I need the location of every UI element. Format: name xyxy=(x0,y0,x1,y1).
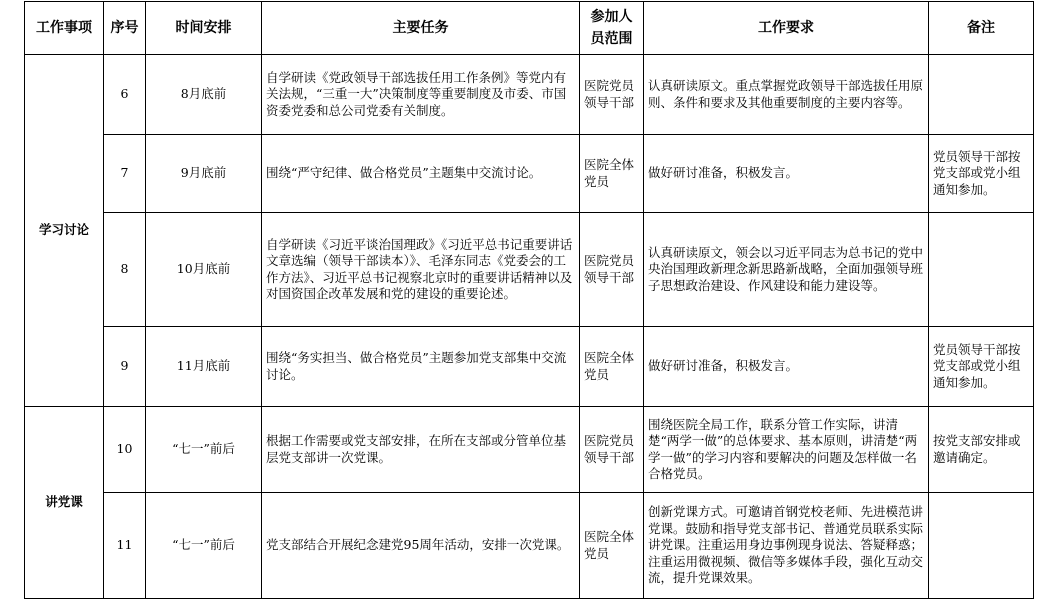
requirement-cell: 认真研读原文，领会以习近平同志为总书记的党中央治国理政新理念新思路新战略，全面加强领导班子思想政治建设、作风建设和能力建设等。 xyxy=(644,213,929,327)
header-seq: 序号 xyxy=(104,2,146,55)
note-cell: 党员领导干部按党支部或党小组通知参加。 xyxy=(929,327,1034,407)
table-row xyxy=(25,135,1034,213)
participants-cell: 医院党员领导干部 xyxy=(580,55,644,135)
header-requirements: 工作要求 xyxy=(644,2,929,55)
header-row xyxy=(25,2,1034,55)
requirement-cell: 围绕医院全局工作，联系分管工作实际，讲清楚“两学一做”的总体要求、基本原则，讲清楚“两学一做”的学习内容和要解决的问题及怎样做一名合格党员。 xyxy=(644,407,929,493)
note-cell xyxy=(929,55,1034,135)
participants-cell: 医院党员领导干部 xyxy=(580,407,644,493)
table-row xyxy=(25,493,1034,599)
header-category: 工作事项 xyxy=(25,2,104,55)
seq-cell: 8 xyxy=(104,213,146,327)
participants-cell: 医院全体党员 xyxy=(580,327,644,407)
table-row xyxy=(25,213,1034,327)
seq-cell: 7 xyxy=(104,135,146,213)
category-cell: 学习讨论 xyxy=(25,55,104,407)
schedule-cell: “七一”前后 xyxy=(146,493,262,599)
task-cell: 自学研读《党政领导干部选拔任用工作条例》等党内有关法规，“三重一大”决策制度等重要制度及市委、市国资委党委和总公司党委有关制度。 xyxy=(262,55,580,135)
note-cell: 党员领导干部按党支部或党小组通知参加。 xyxy=(929,135,1034,213)
participants-cell: 医院全体党员 xyxy=(580,493,644,599)
table-row xyxy=(25,407,1034,493)
task-cell: 党支部结合开展纪念建党95周年活动，安排一次党课。 xyxy=(262,493,580,599)
table-row xyxy=(25,327,1034,407)
header-tasks: 主要任务 xyxy=(262,2,580,55)
schedule-cell: 10月底前 xyxy=(146,213,262,327)
participants-cell: 医院全体党员 xyxy=(580,135,644,213)
note-cell xyxy=(929,493,1034,599)
task-cell: 根据工作需要或党支部安排，在所在支部或分管单位基层党支部讲一次党课。 xyxy=(262,407,580,493)
schedule-cell: 8月底前 xyxy=(146,55,262,135)
category-cell: 讲党课 xyxy=(25,407,104,599)
task-cell: 围绕“严守纪律、做合格党员”主题集中交流讨论。 xyxy=(262,135,580,213)
work-plan-table xyxy=(24,1,1034,599)
seq-cell: 9 xyxy=(104,327,146,407)
table-row xyxy=(25,55,1034,135)
task-cell: 围绕“务实担当、做合格党员”主题参加党支部集中交流讨论。 xyxy=(262,327,580,407)
schedule-cell: “七一”前后 xyxy=(146,407,262,493)
header-participants: 参加人员范围 xyxy=(580,2,644,55)
header-notes: 备注 xyxy=(929,2,1034,55)
note-cell xyxy=(929,213,1034,327)
requirement-cell: 做好研讨准备，积极发言。 xyxy=(644,327,929,407)
requirement-cell: 做好研讨准备，积极发言。 xyxy=(644,135,929,213)
requirement-cell: 创新党课方式。可邀请首钢党校老师、先进模范讲党课。鼓励和指导党支部书记、普通党员联系实际讲党课。注重运用身边事例现身说法、答疑释惑；注重运用微视频、微信等多媒体手段，强化互动交流，提升党课效果。 xyxy=(644,493,929,599)
note-cell: 按党支部安排或邀请确定。 xyxy=(929,407,1034,493)
requirement-cell: 认真研读原文。重点掌握党政领导干部选拔任用原则、条件和要求及其他重要制度的主要内容等。 xyxy=(644,55,929,135)
participants-cell: 医院党员领导干部 xyxy=(580,213,644,327)
seq-cell: 11 xyxy=(104,493,146,599)
schedule-cell: 11月底前 xyxy=(146,327,262,407)
task-cell: 自学研读《习近平谈治国理政》《习近平总书记重要讲话文章选编（领导干部读本）》、毛泽东同志《党委会的工作方法》、习近平总书记视察北京时的重要讲话精神以及对国资国企改革发展和党的建设的重要论述。 xyxy=(262,213,580,327)
header-schedule: 时间安排 xyxy=(146,2,262,55)
seq-cell: 10 xyxy=(104,407,146,493)
seq-cell: 6 xyxy=(104,55,146,135)
schedule-cell: 9月底前 xyxy=(146,135,262,213)
